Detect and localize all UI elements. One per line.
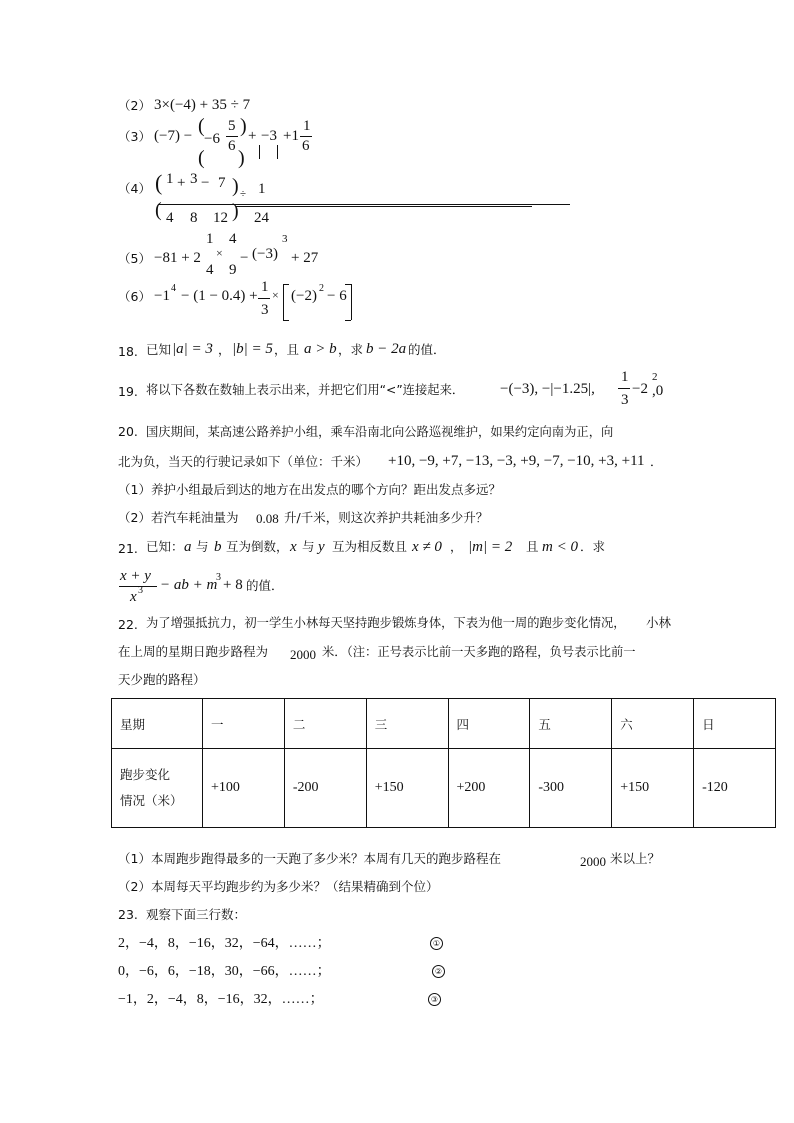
math-var: b: [214, 539, 222, 555]
math-operator: ÷: [240, 188, 247, 200]
fraction-bar: [226, 136, 238, 137]
running-table: [111, 698, 776, 828]
question-text: ，: [218, 342, 231, 357]
bracket-right: ): [232, 175, 239, 197]
bracket-right: ): [240, 115, 247, 137]
circled-number: ①: [430, 937, 443, 950]
fraction-numerator: 4: [229, 231, 237, 247]
math-value: 0.08: [256, 511, 279, 526]
fraction-numerator: x + y: [120, 568, 151, 584]
abs-bar-right: [277, 145, 278, 159]
math-expression: − ab + m: [160, 577, 218, 593]
table-cell: -200: [284, 749, 366, 828]
question-text: 天少跑的路程）: [118, 672, 206, 687]
fraction-numerator: 1: [621, 369, 629, 385]
math-value: 2000: [580, 854, 606, 869]
fraction-numerator: 1: [261, 279, 269, 295]
math-term: +1: [283, 128, 299, 144]
question-number: 21.: [118, 541, 138, 556]
math-term: 3: [190, 171, 198, 187]
question-text: ，: [450, 539, 463, 554]
sequence-row: 0，−6，6，−18，30，−66，……；: [118, 964, 331, 979]
question-text: 的值．: [408, 342, 446, 357]
math-operator: ×: [272, 288, 279, 302]
question-text: ，且: [274, 342, 300, 357]
table-cell: +150: [366, 749, 448, 828]
bracket-right-lower: ): [238, 147, 245, 169]
table-header-row: [112, 699, 776, 749]
bracket-left-lower: (: [155, 199, 162, 221]
question-text: 在上周的星期日跑步路程为: [118, 644, 269, 659]
math-term: 4: [166, 210, 174, 226]
math-var: x: [290, 539, 297, 555]
circled-number: ③: [428, 993, 441, 1006]
question-text: ．: [650, 454, 663, 469]
fraction-denominator: 3: [261, 302, 269, 318]
power-exponent: 2: [319, 283, 324, 294]
question-number: 23.: [118, 907, 138, 922]
math-expression: m < 0: [542, 539, 578, 555]
math-term: −3: [261, 128, 277, 144]
table-header-cell: 四: [448, 699, 530, 749]
math-term: 8: [190, 210, 198, 226]
fraction-denominator: 6: [302, 138, 310, 154]
question-text: 互为倒数，: [226, 539, 289, 554]
table-header-cell: 一: [203, 699, 285, 749]
question-text: 且: [526, 539, 539, 554]
square-bracket-right: [351, 284, 352, 320]
math-term: 1: [166, 171, 174, 187]
question-text: 将以下各数在数轴上表示出来，并把它们用“<”连接起来．: [146, 383, 465, 397]
abs-bar-left: [259, 145, 260, 159]
math-expression: a > b: [304, 341, 337, 357]
fraction-bar: [202, 258, 214, 259]
bracket-left-lower: (: [198, 147, 205, 169]
circled-marker: [428, 992, 441, 1006]
question-text: 观察下面三行数：: [146, 907, 247, 922]
question-text: 互为相反数且: [332, 539, 408, 554]
question-text: 已知: [146, 342, 172, 357]
problem-label: （2）: [118, 98, 151, 113]
question-text: 已知：: [146, 539, 184, 554]
fraction-numerator: 5: [228, 118, 236, 134]
math-term: 7: [218, 175, 226, 191]
question-text: 的值．: [246, 578, 284, 593]
table-row-label: [112, 749, 203, 828]
square-bracket-left: [283, 284, 284, 320]
question-text: 小林: [646, 615, 672, 630]
math-term: −6: [204, 131, 220, 147]
fraction-numerator: 1: [206, 231, 214, 247]
bracket-left: (: [198, 115, 205, 137]
fraction-numerator: 1: [303, 118, 311, 134]
power-exponent: 3: [282, 233, 288, 245]
fraction-bar: [300, 136, 312, 137]
bracket-bottom-right: [345, 320, 351, 321]
table-row-label-line: 情况（米）: [120, 793, 183, 808]
table-cell: +200: [448, 749, 530, 828]
math-term: + 27: [291, 250, 319, 266]
question-text: ，求: [338, 342, 364, 357]
math-term: −81 + 2: [154, 250, 201, 266]
circled-marker: [432, 964, 445, 978]
question-text: 为了增强抵抗力，初一学生小林每天坚持跑步锻炼身体，下表为他一周的跑步变化情况，: [146, 616, 626, 630]
math-expression: |a| = 3: [172, 341, 213, 357]
bracket-left: (: [155, 170, 163, 195]
table-cell: -300: [530, 749, 612, 828]
math-expression: (−7) −: [154, 128, 193, 144]
math-expression: |b| = 5: [232, 341, 273, 357]
math-expression: x ≠ 0: [412, 539, 442, 555]
question-number: 20.: [118, 424, 138, 439]
math-operator: +: [248, 128, 257, 144]
sub-question: 升/千米，则这次养护共耗油多少升？: [284, 510, 489, 525]
bracket-right-lower: ): [232, 200, 239, 222]
table-header-cell: 星期: [112, 699, 203, 749]
circled-marker: [430, 936, 443, 950]
math-term: 24: [254, 210, 269, 226]
math-expression: |m| = 2: [468, 539, 513, 555]
table-cell: +150: [612, 749, 694, 828]
table-header-cell: 日: [694, 699, 776, 749]
table-cell: -120: [694, 749, 776, 828]
question-text: 与: [196, 539, 209, 554]
power-exponent: 4: [171, 283, 176, 294]
math-operator: −: [240, 250, 249, 266]
fraction-bar: [618, 388, 630, 389]
sub-question: （1）本周跑步跑得最多的一天跑了多少米？本周有几天的跑步路程在: [118, 851, 501, 866]
math-term: − (1 − 0.4) +: [181, 288, 258, 304]
record-list: +10, −9, +7, −13, −3, +9, −7, −10, +3, +11: [388, 453, 645, 469]
sequence-row: 2，−4，8，−16，32，−64，……；: [118, 936, 331, 951]
question-text: 北为负，当天的行驶记录如下（单位：千米）: [118, 454, 369, 469]
math-term: −2: [632, 381, 648, 397]
question-text: 与: [302, 539, 315, 554]
math-term: −1: [154, 288, 170, 304]
math-term: 12: [213, 210, 228, 226]
math-operator: −: [201, 175, 210, 191]
table-header-cell: 六: [612, 699, 694, 749]
sequence-row: −1，2，−4，8，−16，32，……；: [118, 992, 324, 1007]
math-operator: +: [177, 175, 186, 191]
math-value: 2000: [290, 647, 316, 662]
math-term: ,0: [652, 383, 664, 399]
problem-label: （3）: [118, 129, 151, 144]
table-header-cell: 三: [366, 699, 448, 749]
fraction-denominator: 9: [229, 262, 237, 278]
question-text: 国庆期间，某高速公路养护小组，乘车沿南北向公路巡视维护，如果约定向南为正，向: [146, 425, 614, 439]
sub-question: （1）养护小组最后到达的地方在出发点的哪个方向？距出发点多远？: [118, 482, 501, 497]
table-row: [112, 749, 776, 828]
sub-question: （2）本周每天平均跑步约为多少米？（结果精确到个位）: [118, 879, 439, 894]
table-row-label-line: 跑步变化: [120, 767, 171, 782]
problem-label: （6）: [118, 289, 151, 304]
table-cell: +100: [203, 749, 285, 828]
fraction-bar-secondary: [236, 206, 532, 207]
math-var: y: [318, 539, 325, 555]
math-expression: b − 2a: [366, 341, 407, 357]
math-operator: ×: [216, 246, 223, 260]
math-term: 1: [258, 181, 266, 197]
number-list: −(−3), −|−1.25|,: [500, 381, 595, 397]
fraction-denominator: 6: [228, 138, 236, 154]
fraction-bar: [258, 298, 270, 299]
power-exponent: 2: [652, 371, 658, 383]
circled-number: ②: [432, 965, 445, 978]
power-base: (−2): [291, 288, 317, 304]
sub-question: 米以上？: [610, 851, 661, 866]
fraction-bar: [158, 204, 570, 205]
power-exponent: 3: [138, 585, 143, 596]
question-text: ．求: [580, 539, 606, 554]
problem-label: （4）: [118, 181, 151, 196]
question-number: 19.: [118, 384, 138, 399]
math-expression: 3×(−4) + 35 ÷ 7: [154, 97, 251, 113]
math-term: − 6: [327, 288, 347, 304]
fraction-denominator: 4: [206, 262, 214, 278]
table-header-cell: 五: [530, 699, 612, 749]
fraction-denominator: 3: [621, 392, 629, 408]
power-exponent: 3: [216, 572, 221, 583]
table-header-cell: 二: [284, 699, 366, 749]
question-text: 米．（注：正号表示比前一天多跑的路程，负号表示比前一: [322, 645, 636, 659]
question-number: 18.: [118, 344, 138, 359]
question-number: 22.: [118, 617, 138, 632]
power-base: (−3): [252, 246, 278, 262]
sub-question: （2）若汽车耗油量为: [118, 510, 239, 525]
bracket-bottom-left: [283, 320, 289, 321]
fraction-denominator: x: [130, 589, 137, 605]
math-var: a: [184, 539, 192, 555]
math-expression: + 8: [223, 577, 243, 593]
problem-label: （5）: [118, 251, 151, 266]
